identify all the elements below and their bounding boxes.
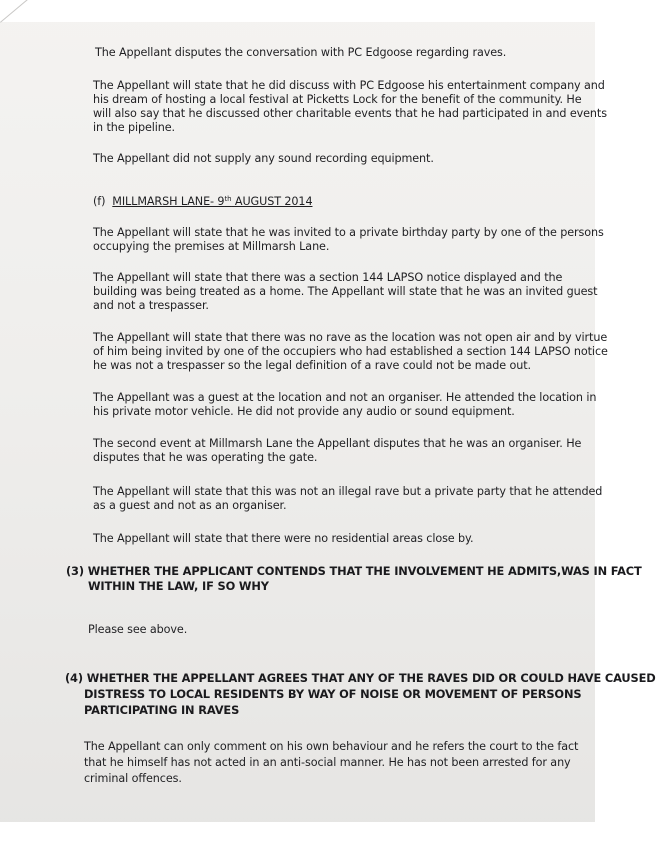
paragraph-guest-line-2: his private motor vehicle. He did not provide any audio or sound equipment. bbox=[93, 405, 515, 418]
section-f-title bbox=[112, 195, 312, 208]
section-f-title-sup: th bbox=[224, 195, 232, 203]
paragraph-private-party-line-1: The Appellant will state that this was not an illegal rave but a private party that he attended bbox=[93, 485, 603, 498]
paragraph-birthday-line-1: The Appellant will state that he was invited to a private birthday party by one of the persons bbox=[93, 226, 604, 239]
paragraph-notice-line-1: The Appellant will state that there was a section 144 LAPSO notice displayed and the bbox=[93, 271, 563, 284]
heading-3-line-1: (3) WHETHER THE APPLICANT CONTENDS THAT THE INVOLVEMENT HE ADMITS,WAS IN FACT bbox=[66, 564, 642, 578]
paragraph-residential-areas: The Appellant will state that there were no residential areas close by. bbox=[93, 532, 474, 545]
section-f-heading bbox=[93, 195, 312, 209]
section-f-title-main: MILLMARSH LANE- 9 bbox=[112, 195, 225, 208]
paragraph-no-rave-line-1: The Appellant will state that there was no rave as the location was not open air and by virtue bbox=[93, 331, 608, 344]
paragraph-second-event-line-1: The second event at Millmarsh Lane the Appellant disputes that he was an organiser. He bbox=[93, 437, 582, 450]
paragraph-birthday-line-2: occupying the premises at Millmarsh Lane. bbox=[93, 240, 330, 253]
paragraph-behaviour-line-1: The Appellant can only comment on his own behaviour and he refers the court to the fact bbox=[84, 740, 579, 753]
section-f-letter: (f) bbox=[93, 195, 106, 208]
paragraph-entertainment-line-3: will also say that he discussed other charitable events that he had participated in and events bbox=[93, 107, 607, 120]
paragraph-no-rave-line-3: he was not a trespasser so the legal definition of a rave could not be made out. bbox=[93, 359, 531, 372]
paragraph-conversation-dispute: The Appellant disputes the conversation with PC Edgoose regarding raves. bbox=[95, 46, 507, 59]
paragraph-behaviour-line-3: criminal offences. bbox=[84, 772, 182, 785]
paragraph-entertainment-line-1: The Appellant will state that he did discuss with PC Edgoose his entertainment company and bbox=[93, 79, 605, 92]
paragraph-notice-line-2: building was being treated as a home. The Appellant will state that he was an invited guest bbox=[93, 285, 598, 298]
heading-3-line-2: WITHIN THE LAW, IF SO WHY bbox=[88, 579, 269, 593]
paragraph-entertainment-line-4: in the pipeline. bbox=[93, 121, 176, 134]
heading-4-line-1: (4) WHETHER THE APPELLANT AGREES THAT ANY OF THE RAVES DID OR COULD HAVE CAUSED bbox=[65, 671, 656, 685]
heading-4-line-2: DISTRESS TO LOCAL RESIDENTS BY WAY OF NOISE OR MOVEMENT OF PERSONS bbox=[84, 687, 582, 701]
paragraph-behaviour-line-2: that he himself has not acted in an anti-social manner. He has not been arrested for any bbox=[84, 756, 571, 769]
paragraph-please-see-above: Please see above. bbox=[88, 623, 188, 636]
paragraph-private-party-line-2: as a guest and not as an organiser. bbox=[93, 499, 287, 512]
paragraph-second-event-line-2: disputes that he was operating the gate. bbox=[93, 451, 318, 464]
paragraph-notice-line-3: and not a trespasser. bbox=[93, 299, 209, 312]
paragraph-no-rave-line-2: of him being invited by one of the occupiers who had established a section 144 LAPSO notice bbox=[93, 345, 608, 358]
heading-4-line-3: PARTICIPATING IN RAVES bbox=[84, 703, 240, 717]
page-fold-line bbox=[0, 0, 31, 23]
paragraph-entertainment-line-2: his dream of hosting a local festival at Picketts Lock for the benefit of the community. He bbox=[93, 93, 582, 106]
section-f-title-end: AUGUST 2014 bbox=[231, 195, 313, 208]
paragraph-sound-equipment: The Appellant did not supply any sound recording equipment. bbox=[93, 152, 434, 165]
paragraph-guest-line-1: The Appellant was a guest at the location and not an organiser. He attended the location in bbox=[93, 391, 597, 404]
